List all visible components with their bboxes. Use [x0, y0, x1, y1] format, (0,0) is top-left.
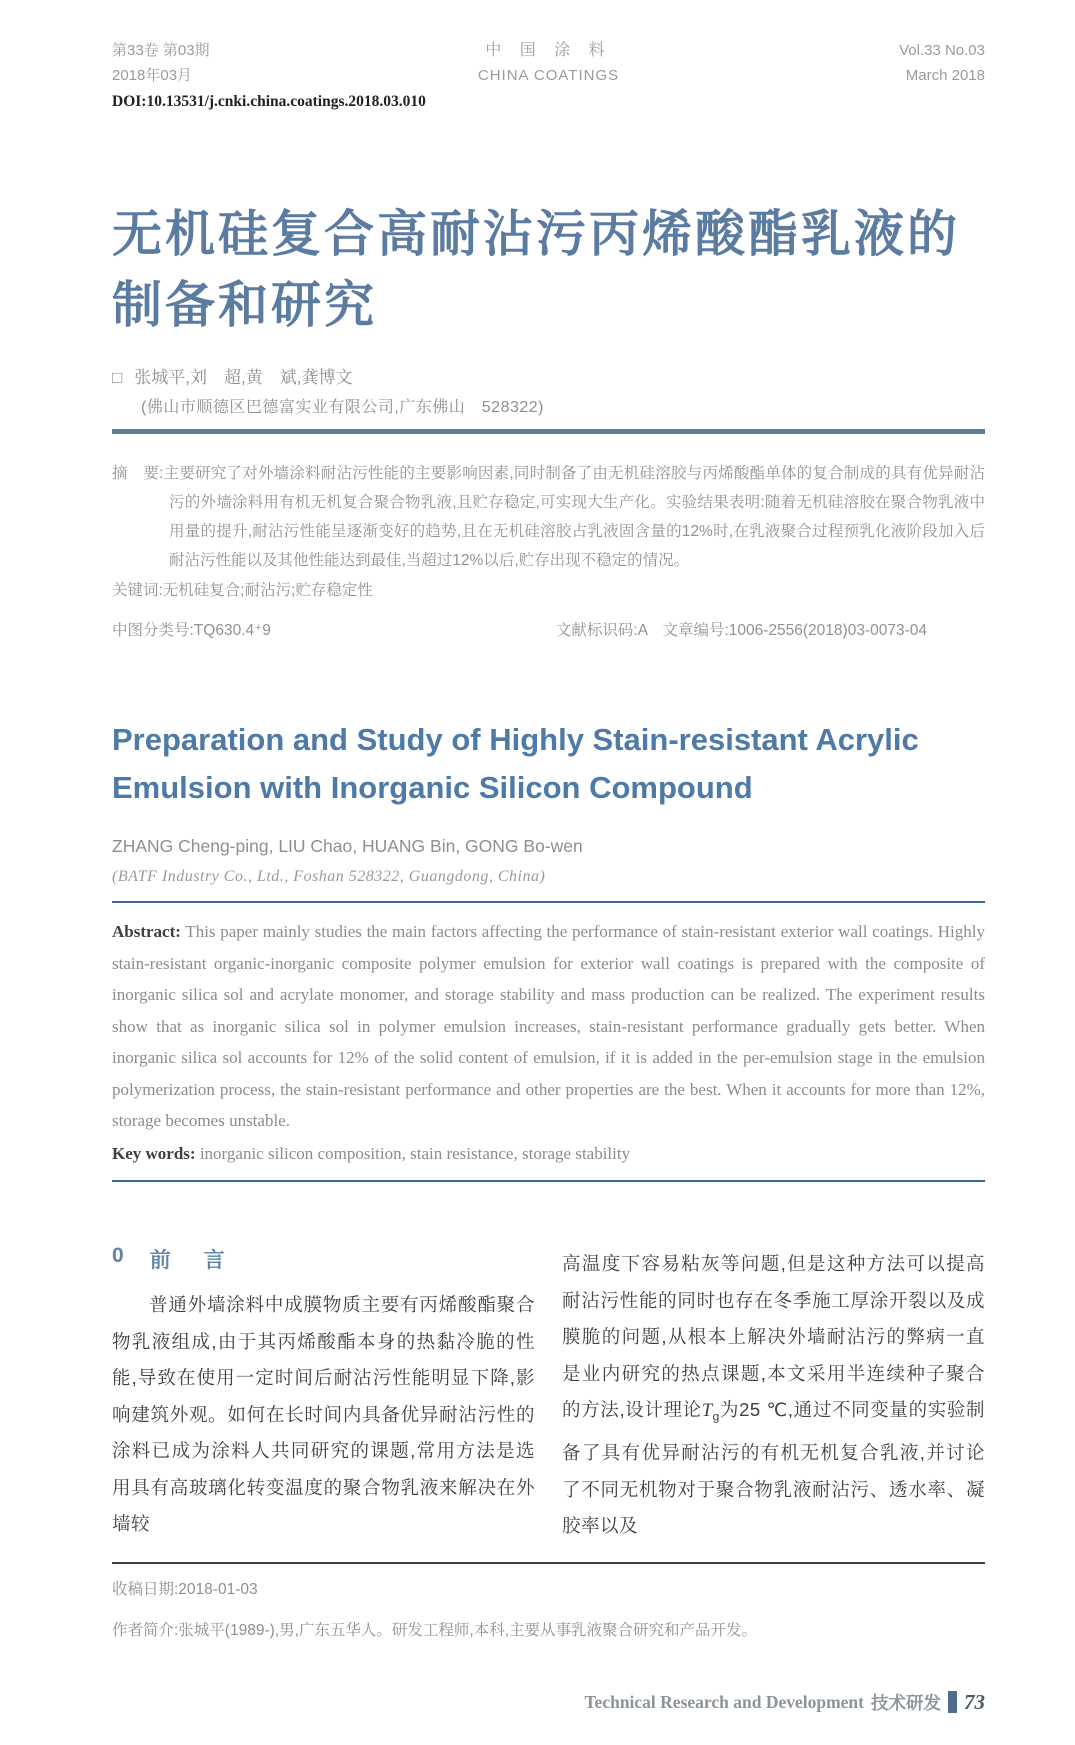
footer-bar-icon	[948, 1691, 957, 1713]
affiliation-en: (BATF Industry Co., Ltd., Foshan 528322, Guangdong, China)	[112, 868, 546, 885]
affiliation-cn: (佛山市顺德区巴德富实业有限公司,广东佛山 528322)	[141, 399, 544, 416]
abstract-en-text: This paper mainly studies the main factors affecting the performance of stain-resistant exterior wall coatings. Highly stain-resistant organic-inorganic composite polymer emulsion for exterior wall coatings is prepared with the composite of inorganic silica sol and acrylate monomer, and storage stability and mass production can be realized. The experiment results show that as inorganic silica sol in polymer emulsion increases, stain-resistant performance gradually gets better. When inorganic silica sol accounts for 12% of the solid content of emulsion, if it is added in the per-emulsion stage in the emulsion polymerization process, the stain-resistant performance and other properties are the best. When it accounts for more than 12%, storage becomes unstable.	[112, 922, 985, 1130]
masthead-left	[112, 38, 327, 88]
keywords-en-label: Key words:	[112, 1143, 196, 1163]
intro-paragraph-right	[562, 1246, 985, 1545]
page-number: 73	[964, 1689, 985, 1714]
section-heading	[112, 1244, 535, 1274]
keywords-en-text: inorganic silicon composition, stain resistance, storage stability	[195, 1143, 631, 1163]
footer-section-en: Technical Research and Development	[584, 1691, 864, 1712]
authors-cn	[112, 363, 985, 388]
abstract-cn-text: 主要研究了对外墙涂料耐沾污性能的主要影响因素,同时制备了由无机硅溶胶与丙烯酸酯单体的复合制成的具有优异耐沾污的外墙涂料用有机无机复合聚合物乳液,且贮存稳定,可实现大生产化。实验结果表明:随着无机硅溶胶在聚合物乳液中用量的提升,耐沾污性能呈逐渐变好的趋势,且在无机硅溶胶占乳液固含量的12%时,在乳液聚合过程预乳化液阶段加入后耐沾污性能以及其他性能达到最佳,当超过12%以后,贮存出现不稳定的情况。	[163, 465, 986, 569]
article-title-en	[112, 716, 985, 812]
divider-line-bottom	[112, 1180, 985, 1182]
journal-masthead	[112, 38, 985, 88]
tg-subscript: g	[712, 1409, 720, 1424]
volume-number-en: Vol.33 No.03	[899, 42, 985, 59]
abstract-cn	[112, 459, 985, 575]
authors-en: ZHANG Cheng-ping, LIU Chao, HUANG Bin, GONG Bo-wen	[112, 836, 583, 856]
document-code: 文献标识码:A	[555, 622, 649, 639]
article-title-en-line2: Emulsion with Inorganic Silicon Compound	[112, 770, 753, 805]
article-id: 文章编号:1006-2556(2018)03-0073-04	[662, 622, 927, 639]
article-title-cn	[112, 199, 985, 341]
divider-line-top	[112, 901, 985, 903]
intro-column-right	[562, 1244, 985, 1545]
journal-name-cn: 中 国 涂 料	[485, 42, 612, 59]
issue-volume: 第33卷 第03期	[112, 42, 210, 59]
intro-right-part1: 高温度下容易粘灰等问题,但是这种方法可以提高耐沾污性能的同时也存在冬季施工厚涂开裂以及成膜脆的问题,从根本上解决外墙耐沾污的弊病一直是业内研究的热点课题,本文采用半连续种子聚合的方法,设计理论	[562, 1253, 985, 1420]
footnote-rule	[112, 1562, 985, 1564]
intro-paragraph-left: 普通外墙涂料中成膜物质主要有丙烯酸酯聚合物乳液组成,由于其丙烯酸酯本身的热黏冷脆的性能,导致在使用一定时间后耐沾污性能明显下降,影响建筑外观。如何在长时间内具备优异耐沾污性的涂料已成为涂料人共同研究的课题,常用方法是选用具有高玻璃化转变温度的聚合物乳液来解决在外墙较	[112, 1294, 535, 1534]
page-footer	[112, 1690, 985, 1715]
tg-symbol: T	[701, 1401, 713, 1421]
section-divider-bar	[112, 429, 985, 434]
issue-date: 2018年03月	[112, 67, 193, 84]
keywords-cn: 关键词:无机硅复合;耐沾污;贮存稳定性	[112, 582, 373, 599]
abstract-en	[112, 916, 985, 1137]
introduction-section	[112, 1244, 985, 1545]
received-date: 收稿日期:2018-01-03	[112, 1580, 258, 1598]
journal-name-en: CHINA COATINGS	[477, 67, 620, 84]
keywords-en	[112, 1138, 985, 1170]
author-names-cn: 张城平,刘 超,黄 斌,龚博文	[134, 368, 353, 387]
masthead-right	[770, 38, 985, 88]
article-title-cn-line2: 制备和研究	[112, 277, 377, 333]
clc-number: 中图分类号:TQ630.4⁺9	[112, 622, 271, 639]
author-marker-icon: □	[112, 368, 123, 387]
article-title-en-line1: Preparation and Study of Highly Stain-resistant Acrylic	[112, 722, 919, 757]
intro-right-part2: 为25 ℃,通过不同变量的实验制备了具有优异耐沾污的有机无机复合乳液,并讨论了不同无机物对于聚合物乳液耐沾污、透水率、凝胶率以及	[562, 1399, 986, 1537]
section-number: 0	[112, 1244, 130, 1267]
section-title: 前 言	[149, 1249, 231, 1272]
intro-column-left	[112, 1244, 535, 1545]
masthead-center	[327, 38, 770, 88]
abstract-en-label: Abstract:	[112, 922, 181, 941]
abstract-cn-label: 摘 要:	[112, 465, 164, 482]
issue-date-en: March 2018	[905, 67, 985, 84]
author-bio: 作者简介:张城平(1989-),男,广东五华人。研发工程师,本科,主要从事乳液聚合研究和产品开发。	[112, 1621, 758, 1639]
footer-section-cn: 技术研发	[871, 1692, 941, 1713]
classification-row	[112, 618, 985, 640]
doi: DOI:10.13531/j.cnki.china.coatings.2018.03.010	[112, 93, 426, 110]
article-title-cn-line1: 无机硅复合高耐沾污丙烯酸酯乳液的	[112, 206, 960, 262]
